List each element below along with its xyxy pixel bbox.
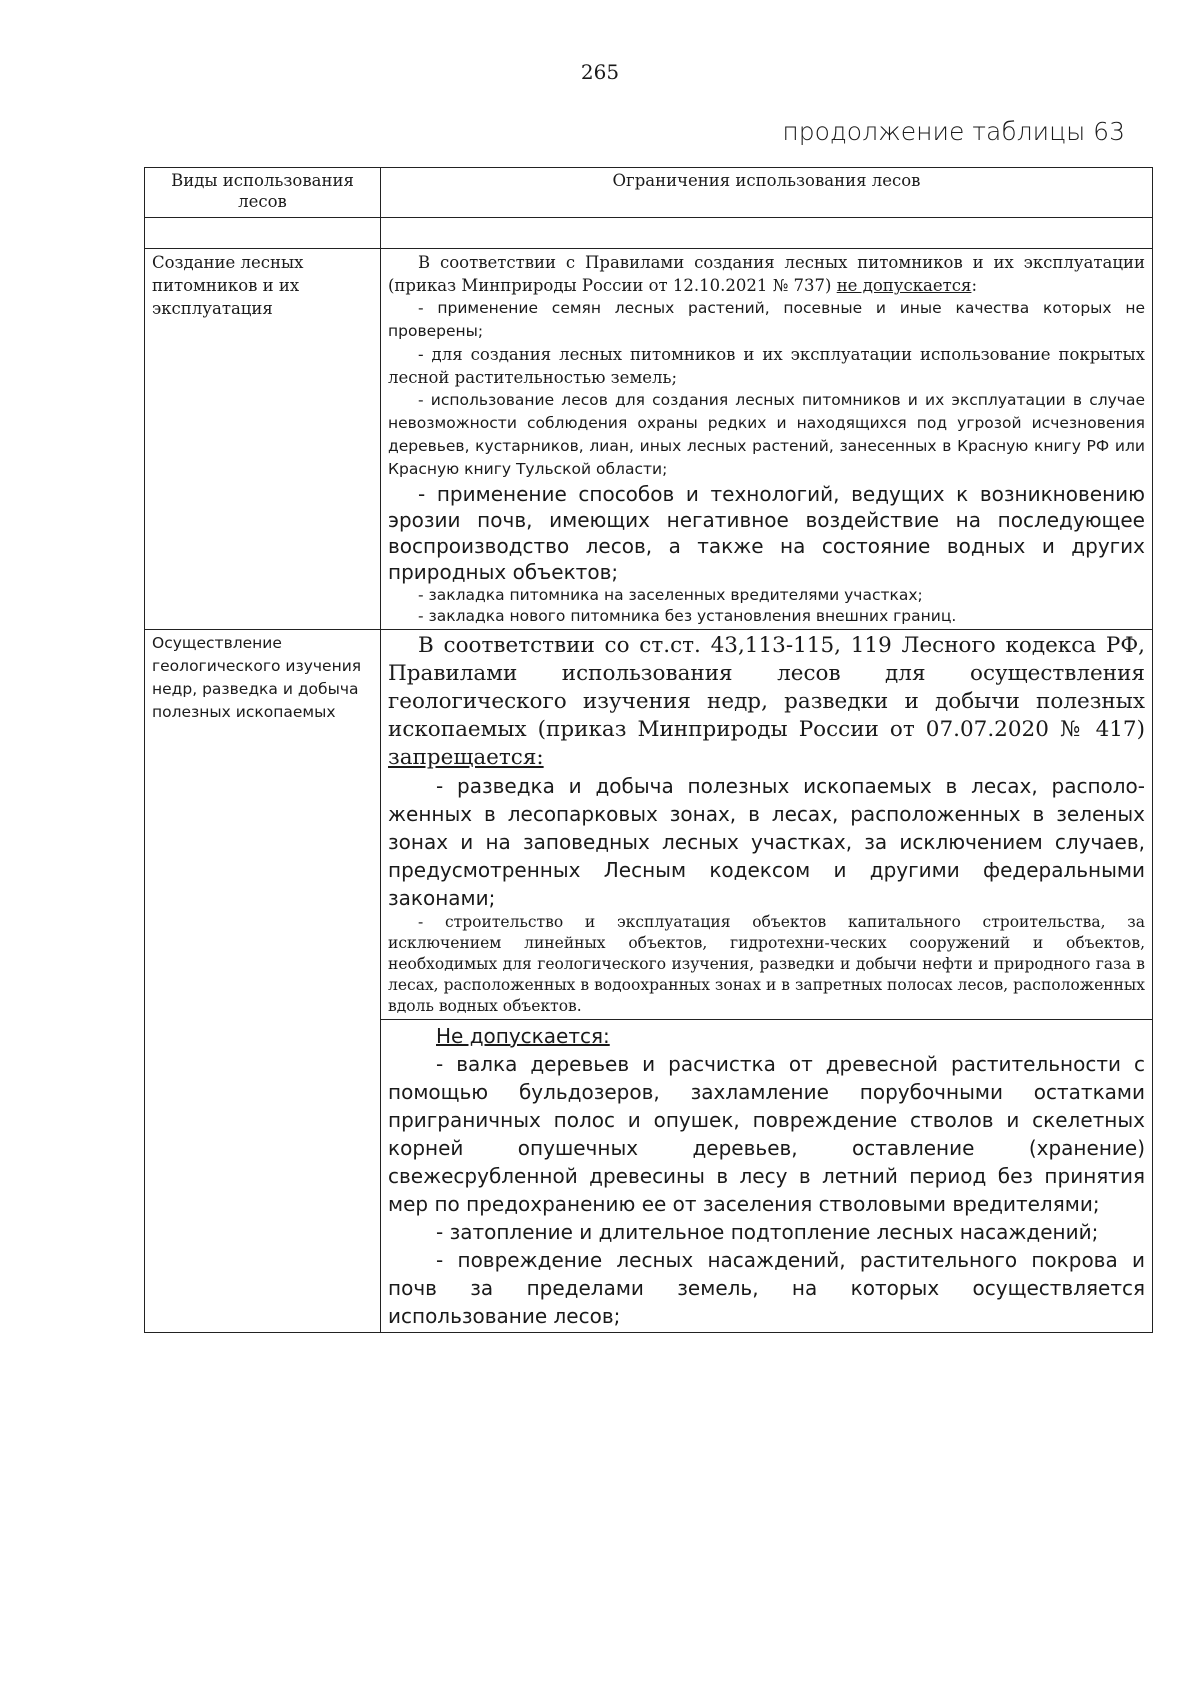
row-restrictions xyxy=(381,630,1153,1020)
restriction-item: - закладка питомника на заселенных вредителями участках; xyxy=(418,586,923,604)
row-restrictions xyxy=(381,249,1153,630)
restriction-item: - использование лесов для создания лесных питомников и их эксплуатации в случае невозможности соблюдения охраны редких и находящихся под угрозой исчезновения деревьев, кустарников, лиан, иных лесных растений, занесенных в Красную книгу РФ или Красную книгу Тульской области; xyxy=(388,391,1145,478)
table-continuation-caption: продолжение таблицы 63 xyxy=(782,117,1125,146)
restriction-intro: В соответствии со ст.ст. 43,113-115, 119 Лесного кодекса РФ, Правилами использования лесов для осуществления геологического изучения недр, разведки и добычи полезных ископаемых (приказ Минприроды России от 07.07.2020 № 417) запрещается: xyxy=(388,633,1145,770)
forest-use-restrictions-table xyxy=(144,167,1153,1333)
restriction-item: - закладка нового питомника без установления внешних границ. xyxy=(418,607,957,625)
restriction-item: - повреждение лесных насаждений, растительного покрова и почв за пределами земель, на которых осуществляется использование лесов; xyxy=(388,1248,1145,1328)
restriction-item: - разведка и добыча полезных ископаемых в лесах, располо-женных в лесопарковых зонах, в лесах, расположенных в зеленых зонах и на заповедных лесных участках, за исключением случаев, предусмотренных Лесным кодексом и другими федеральными законами; xyxy=(388,774,1145,910)
restriction-item: - валка деревьев и расчистка от древесной растительности с помощью бульдозеров, захламление порубочными остатками приграничных полос и опушек, повреждение стволов и скелетных корней опушечных деревьев, оставление (хранение) свежесрубленной древесины в лесу в летний период без принятия мер по предохранению ее от заселения стволовыми вредителями; xyxy=(388,1052,1145,1216)
restriction-item: - применение способов и технологий, ведущих к возникновению эрозии почв, имеющих негативное воздействие на последующее воспроизводство лесов, а также на состояние водных и других природных объектов; xyxy=(388,482,1145,584)
table-row xyxy=(145,249,1153,630)
restriction-item: - строительство и эксплуатация объектов капитального строительства, за исключением линейных объектов, гидротехни-ческих сооружений и объектов, необходимых для геологического изучения, разведки и добычи нефти и природного газа в лесах, расположенных в водоохранных зонах и в запретных полосах лесов, расположенных вдоль водных объектов. xyxy=(388,913,1145,1015)
row-use-type: Создание лесных питомников и их эксплуатация xyxy=(145,249,381,630)
not-allowed-heading: Не допускается: xyxy=(436,1024,610,1048)
restriction-item: - применение семян лесных растений, посевные и иные качества которых не проверены; xyxy=(388,299,1145,340)
table-header-row xyxy=(145,168,1153,218)
prohibited-label: запрещается: xyxy=(388,745,544,770)
restriction-intro: В соответствии с Правилами создания лесных питомников и их эксплуатации (приказ Минприроды России от 12.10.2021 № 737) не допускается: xyxy=(388,253,1145,295)
header-use-type: Виды использования лесов xyxy=(145,168,381,218)
not-allowed-label: не допускается xyxy=(836,276,972,295)
table-row xyxy=(145,630,1153,1020)
page-number: 265 xyxy=(580,60,620,84)
table-spacer-row xyxy=(145,218,1153,249)
restriction-item: - затопление и длительное подтопление лесных насаждений; xyxy=(436,1220,1099,1244)
row-use-type: Осуществление геологического изучения недр, разведка и добыча полезных ископаемых xyxy=(145,630,381,1333)
row-restrictions xyxy=(381,1020,1153,1333)
header-restrictions: Ограничения использования лесов xyxy=(381,168,1153,218)
restriction-item: - для создания лесных питомников и их эксплуатации использование покрытых лесной растительностью земель; xyxy=(388,345,1145,387)
